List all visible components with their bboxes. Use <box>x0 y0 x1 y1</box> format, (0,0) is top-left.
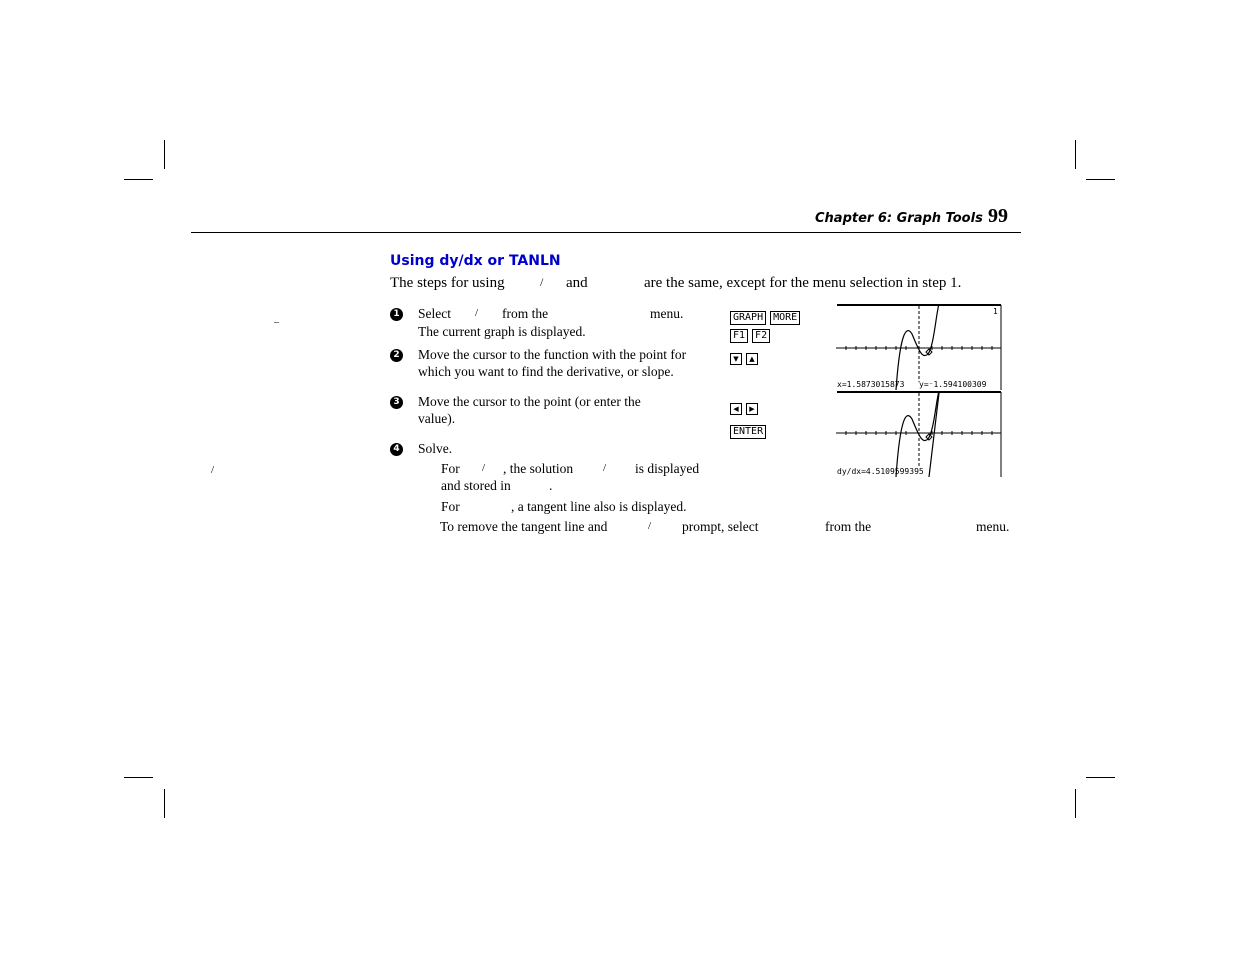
step-4-text: , a tangent line also is displayed. <box>511 499 687 514</box>
keystroke-group <box>730 348 762 366</box>
f2-key: F2 <box>752 329 770 343</box>
chapter-title: Chapter 6: Graph Tools <box>815 211 983 226</box>
crop-mark <box>1086 777 1115 778</box>
keystroke-group <box>730 421 770 439</box>
crop-mark <box>124 777 153 778</box>
page-number: 99 <box>988 205 1008 227</box>
step-4-text: Solve. <box>418 441 453 456</box>
crop-mark <box>124 179 153 180</box>
crop-mark <box>164 140 165 169</box>
crop-mark <box>164 789 165 818</box>
step-4-slash: / <box>603 462 607 474</box>
left-arrow-key: ◀ <box>730 403 742 415</box>
keystroke-group <box>730 307 804 325</box>
step-4-text: and stored in <box>441 478 511 493</box>
crop-mark <box>1086 179 1115 180</box>
step-number: 4 <box>390 443 403 456</box>
step-2-text: which you want to find the derivative, or slope. <box>418 364 674 379</box>
step-4-text: For <box>441 461 460 476</box>
step-4-text: For <box>441 499 460 514</box>
calculator-screen-2 <box>836 391 1002 477</box>
step-1-text: The current graph is displayed. <box>418 324 586 339</box>
screen-readout-x: x=1.5873015873 <box>837 380 905 389</box>
note-slash: / <box>648 520 652 532</box>
margin-dash: – <box>274 317 279 328</box>
intro-slash: / <box>540 275 544 289</box>
enter-key: ENTER <box>730 425 766 439</box>
keystroke-group <box>730 325 774 343</box>
keystroke-group <box>730 398 762 416</box>
note-text: To remove the tangent line and <box>440 519 608 534</box>
down-arrow-key: ▼ <box>730 353 742 365</box>
right-arrow-key: ▶ <box>746 403 758 415</box>
screen-readout-dydx: dy/dx=4.5109599395 <box>837 467 924 476</box>
header-rule <box>191 232 1021 233</box>
calculator-screen-1 <box>836 304 1002 390</box>
more-key: MORE <box>770 311 800 325</box>
step-number: 2 <box>390 349 403 362</box>
step-number: 3 <box>390 396 403 409</box>
crop-mark <box>1075 140 1076 169</box>
intro-and: and <box>566 275 588 291</box>
note-text: from the <box>825 519 872 534</box>
step-2-text: Move the cursor to the function with the point for <box>418 347 687 362</box>
step-1-slash: / <box>475 307 479 319</box>
up-arrow-key: ▲ <box>746 353 758 365</box>
step-4-slash: / <box>482 462 486 474</box>
intro-a: The steps for using <box>390 275 505 291</box>
graph-key: GRAPH <box>730 311 766 325</box>
screen-readout-y: y=⁻1.594100309 <box>919 380 987 389</box>
note-text: menu. <box>976 519 1010 534</box>
step-4-text: . <box>549 478 553 493</box>
note-text: prompt, select <box>682 519 759 534</box>
step-3-text: value). <box>418 411 456 426</box>
step-3-text: Move the cursor to the point (or enter the <box>418 394 641 409</box>
intro-b: are the same, except for the menu selection in step 1. <box>644 275 962 291</box>
f1-key: F1 <box>730 329 748 343</box>
step-1-text: menu. <box>650 306 684 321</box>
step-1-text: Select <box>418 306 451 321</box>
margin-slash: / <box>211 464 215 476</box>
step-1-text: from the <box>502 306 549 321</box>
step-number: 1 <box>390 308 403 321</box>
step-4-text: is displayed <box>635 461 700 476</box>
step-4-text: , the solution <box>503 461 574 476</box>
screen-corner-indicator: 1 <box>993 307 998 316</box>
section-heading: Using dy/dx or TANLN <box>390 253 561 269</box>
crop-mark <box>1075 789 1076 818</box>
